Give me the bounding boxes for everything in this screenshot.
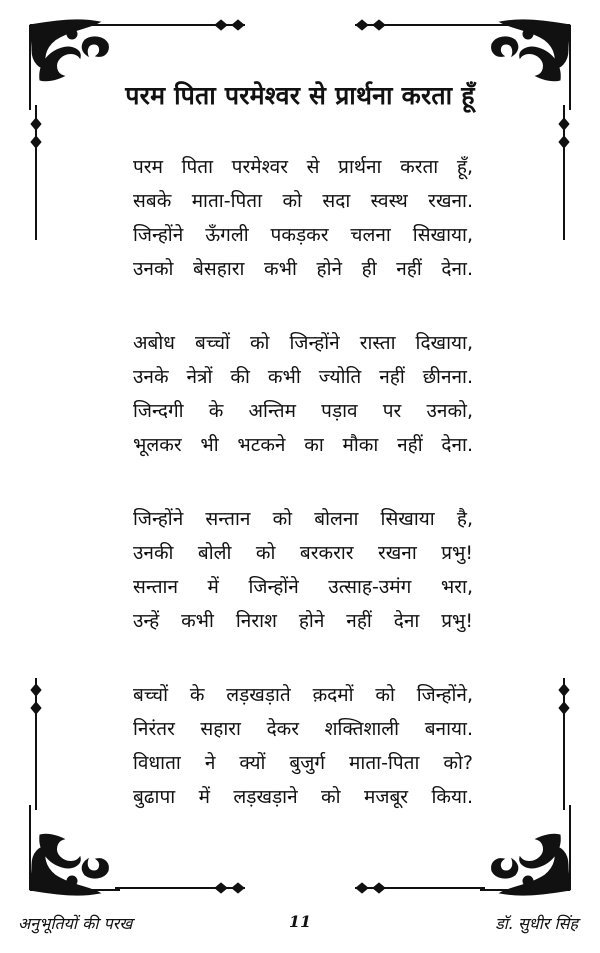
poem-line: जिन्होंने ऊँगली पकड़कर चलना सिखाया, [133,224,473,246]
poem-line: बुढापा में लड़खड़ाने को मजबूर किया. [133,786,473,808]
bottom-right-corner-ornament [480,805,570,895]
bottom-rule-left [115,883,245,893]
stanza-3 [133,502,473,638]
left-rule-lower [31,678,41,810]
poem-line: बच्चों के लड़खड़ाते क़दमों को जिन्होंने, [133,684,473,706]
stanza-2 [133,326,473,462]
poem-line: सन्तान में जिन्होंने उत्साह-उमंग भरा, [133,576,473,598]
right-rule-upper [559,105,569,240]
poem-line: उन्हें कभी निराश होने नहीं देना प्रभु! [133,610,473,632]
left-rule-upper [31,105,41,240]
poem-line: अबोध बच्चों को जिन्होंने रास्ता दिखाया, [133,332,473,354]
bottom-rule-right [355,883,485,893]
footer-author: डॉ. सुधीर सिंह [495,914,578,933]
right-rule-lower [559,678,569,810]
poem-body [133,150,473,854]
footer-book-title: अनुभूतियों की परख [18,914,133,933]
poem-line: जिन्दगी के अन्तिम पड़ाव पर उनको, [133,400,473,422]
bottom-left-corner-ornament [30,805,120,895]
top-rule-left [115,20,245,30]
poem-line: निरंतर सहारा देकर शक्तिशाली बनाया. [133,718,473,740]
poem-line: उनको बेसहारा कभी होने ही नहीं देना. [133,258,473,280]
poem-line: परम पिता परमेश्वर से प्रार्थना करता हूँ, [133,156,473,178]
stanza-1 [133,150,473,286]
poem-line: उनके नेत्रों की कभी ज्योति नहीं छीनना. [133,366,473,388]
poem-line: भूलकर भी भटकने का मौका नहीं देना. [133,434,473,456]
top-rule-right [355,20,485,30]
poem-line: जिन्होंने सन्तान को बोलना सिखाया है, [133,508,473,530]
poem-line: विधाता ने क्यों बुजुर्ग माता-पिता को? [133,752,473,774]
poem-line: सबके माता-पिता को सदा स्वस्थ रखना. [133,190,473,212]
footer-page-number: 11 [288,912,312,931]
poem-title: परम पिता परमेश्वर से प्रार्थना करता हूँ [125,81,475,110]
stanza-4 [133,678,473,814]
poem-line: उनकी बोली को बरकरार रखना प्रभु! [133,542,473,564]
